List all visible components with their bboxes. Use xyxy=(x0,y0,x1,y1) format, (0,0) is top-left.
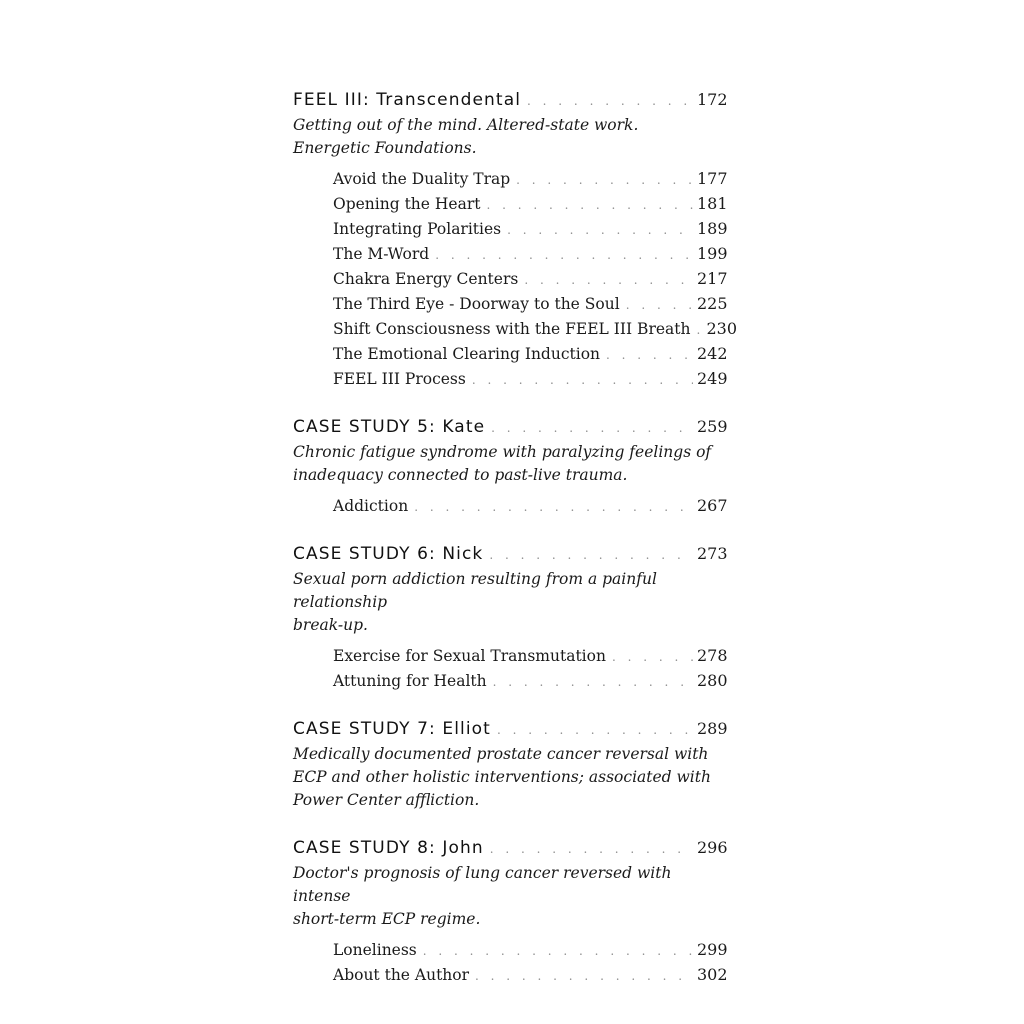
dot-leader xyxy=(487,670,693,695)
section-title: CASE STUDY 8: John xyxy=(293,838,484,858)
dot-leader xyxy=(518,268,693,293)
section-description: Getting out of the mind. Altered-state work. Energetic Foundations. xyxy=(293,116,639,157)
toc-section-heading[interactable] xyxy=(293,540,733,568)
page-number: 199 xyxy=(697,244,728,263)
toc-section xyxy=(293,715,733,812)
toc-subentries xyxy=(293,166,738,391)
page-number: 267 xyxy=(697,496,728,515)
section-title: CASE STUDY 5: Kate xyxy=(293,417,486,437)
dot-leader xyxy=(620,293,693,318)
toc-subentries xyxy=(293,937,733,987)
page-number: 230 xyxy=(706,319,738,338)
toc-entry[interactable] xyxy=(333,937,733,962)
page-number: 296 xyxy=(697,838,728,857)
dot-leader xyxy=(600,343,693,368)
toc-entry[interactable] xyxy=(333,191,733,216)
page-number: 278 xyxy=(697,646,728,665)
entry-title: Attuning for Health xyxy=(333,672,487,690)
toc-entry[interactable] xyxy=(333,643,733,668)
page-number: 249 xyxy=(697,369,728,388)
section-description: Chronic fatigue syndrome with paralyzing feelings of inadequacy connected to past-live trauma. xyxy=(293,443,712,484)
entry-title: Avoid the Duality Trap xyxy=(333,170,511,188)
entry-title: FEEL III Process xyxy=(333,370,466,388)
dot-leader xyxy=(483,541,693,569)
toc-entry[interactable] xyxy=(333,241,733,266)
toc-entry[interactable] xyxy=(333,166,733,191)
toc-entry[interactable] xyxy=(333,266,733,291)
page-number: 242 xyxy=(697,344,728,363)
entry-title: Addiction xyxy=(333,497,409,515)
dot-leader xyxy=(429,243,693,268)
dot-leader xyxy=(510,168,693,193)
page-number: 259 xyxy=(697,417,728,436)
page-number: 289 xyxy=(697,719,728,738)
toc-entry[interactable] xyxy=(333,341,733,366)
dot-leader xyxy=(480,193,693,218)
toc-section xyxy=(293,413,733,518)
toc-entry[interactable] xyxy=(333,366,733,391)
toc-section-heading[interactable] xyxy=(293,86,733,114)
entry-title: Exercise for Sexual Transmutation xyxy=(333,647,606,665)
dot-leader xyxy=(690,318,702,343)
page-number: 225 xyxy=(697,294,728,313)
toc-entry[interactable] xyxy=(333,962,733,987)
page-number: 177 xyxy=(697,169,728,188)
toc-section xyxy=(293,834,733,987)
section-title: CASE STUDY 7: Elliot xyxy=(293,719,491,739)
toc-section-heading[interactable] xyxy=(293,413,733,441)
page-number: 302 xyxy=(697,965,728,984)
entry-title: About the Author xyxy=(333,966,470,984)
toc-entry[interactable] xyxy=(333,291,733,316)
section-description: Sexual porn addiction resulting from a painful relationship break-up. xyxy=(293,570,657,634)
toc-section-heading[interactable] xyxy=(293,834,733,862)
toc-entry[interactable] xyxy=(333,668,733,693)
entry-title: Integrating Polarities xyxy=(333,220,502,238)
toc-entry[interactable] xyxy=(333,316,738,341)
page-number: 299 xyxy=(697,940,728,959)
dot-leader xyxy=(469,964,693,989)
page-number: 189 xyxy=(697,219,728,238)
toc-entry[interactable] xyxy=(333,493,733,518)
dot-leader xyxy=(417,939,693,964)
dot-leader xyxy=(521,87,693,115)
entry-title: Shift Consciousness with the FEEL III Breath xyxy=(333,320,691,338)
page-number: 280 xyxy=(697,671,728,690)
toc-section xyxy=(293,540,733,693)
toc-subentries xyxy=(293,493,733,518)
entry-title: Opening the Heart xyxy=(333,195,481,213)
dot-leader xyxy=(484,835,693,863)
entry-title: The Emotional Clearing Induction xyxy=(333,345,601,363)
toc-entry[interactable] xyxy=(333,216,733,241)
dot-leader xyxy=(408,495,693,520)
section-description: Medically documented prostate cancer reversal with ECP and other holistic interventions; associated with Power Center affliction. xyxy=(293,745,711,809)
section-title: FEEL III: Transcendental xyxy=(293,90,522,110)
dot-leader xyxy=(491,716,693,744)
page-number: 273 xyxy=(697,544,728,563)
entry-title: The M-Word xyxy=(333,245,430,263)
entry-title: The Third Eye - Doorway to the Soul xyxy=(333,295,620,313)
dot-leader xyxy=(501,218,693,243)
section-title: CASE STUDY 6: Nick xyxy=(293,544,484,564)
dot-leader xyxy=(466,368,693,393)
table-of-contents xyxy=(293,86,738,1009)
dot-leader xyxy=(485,414,693,442)
toc-subentries xyxy=(293,643,733,693)
page-number: 217 xyxy=(697,269,728,288)
entry-title: Chakra Energy Centers xyxy=(333,270,519,288)
page-number: 172 xyxy=(697,90,728,109)
toc-section xyxy=(293,86,738,391)
section-description: Doctor's prognosis of lung cancer reversed with intense short-term ECP regime. xyxy=(293,864,672,928)
page-number: 181 xyxy=(697,194,728,213)
dot-leader xyxy=(606,645,693,670)
entry-title: Loneliness xyxy=(333,941,417,959)
toc-section-heading[interactable] xyxy=(293,715,733,743)
